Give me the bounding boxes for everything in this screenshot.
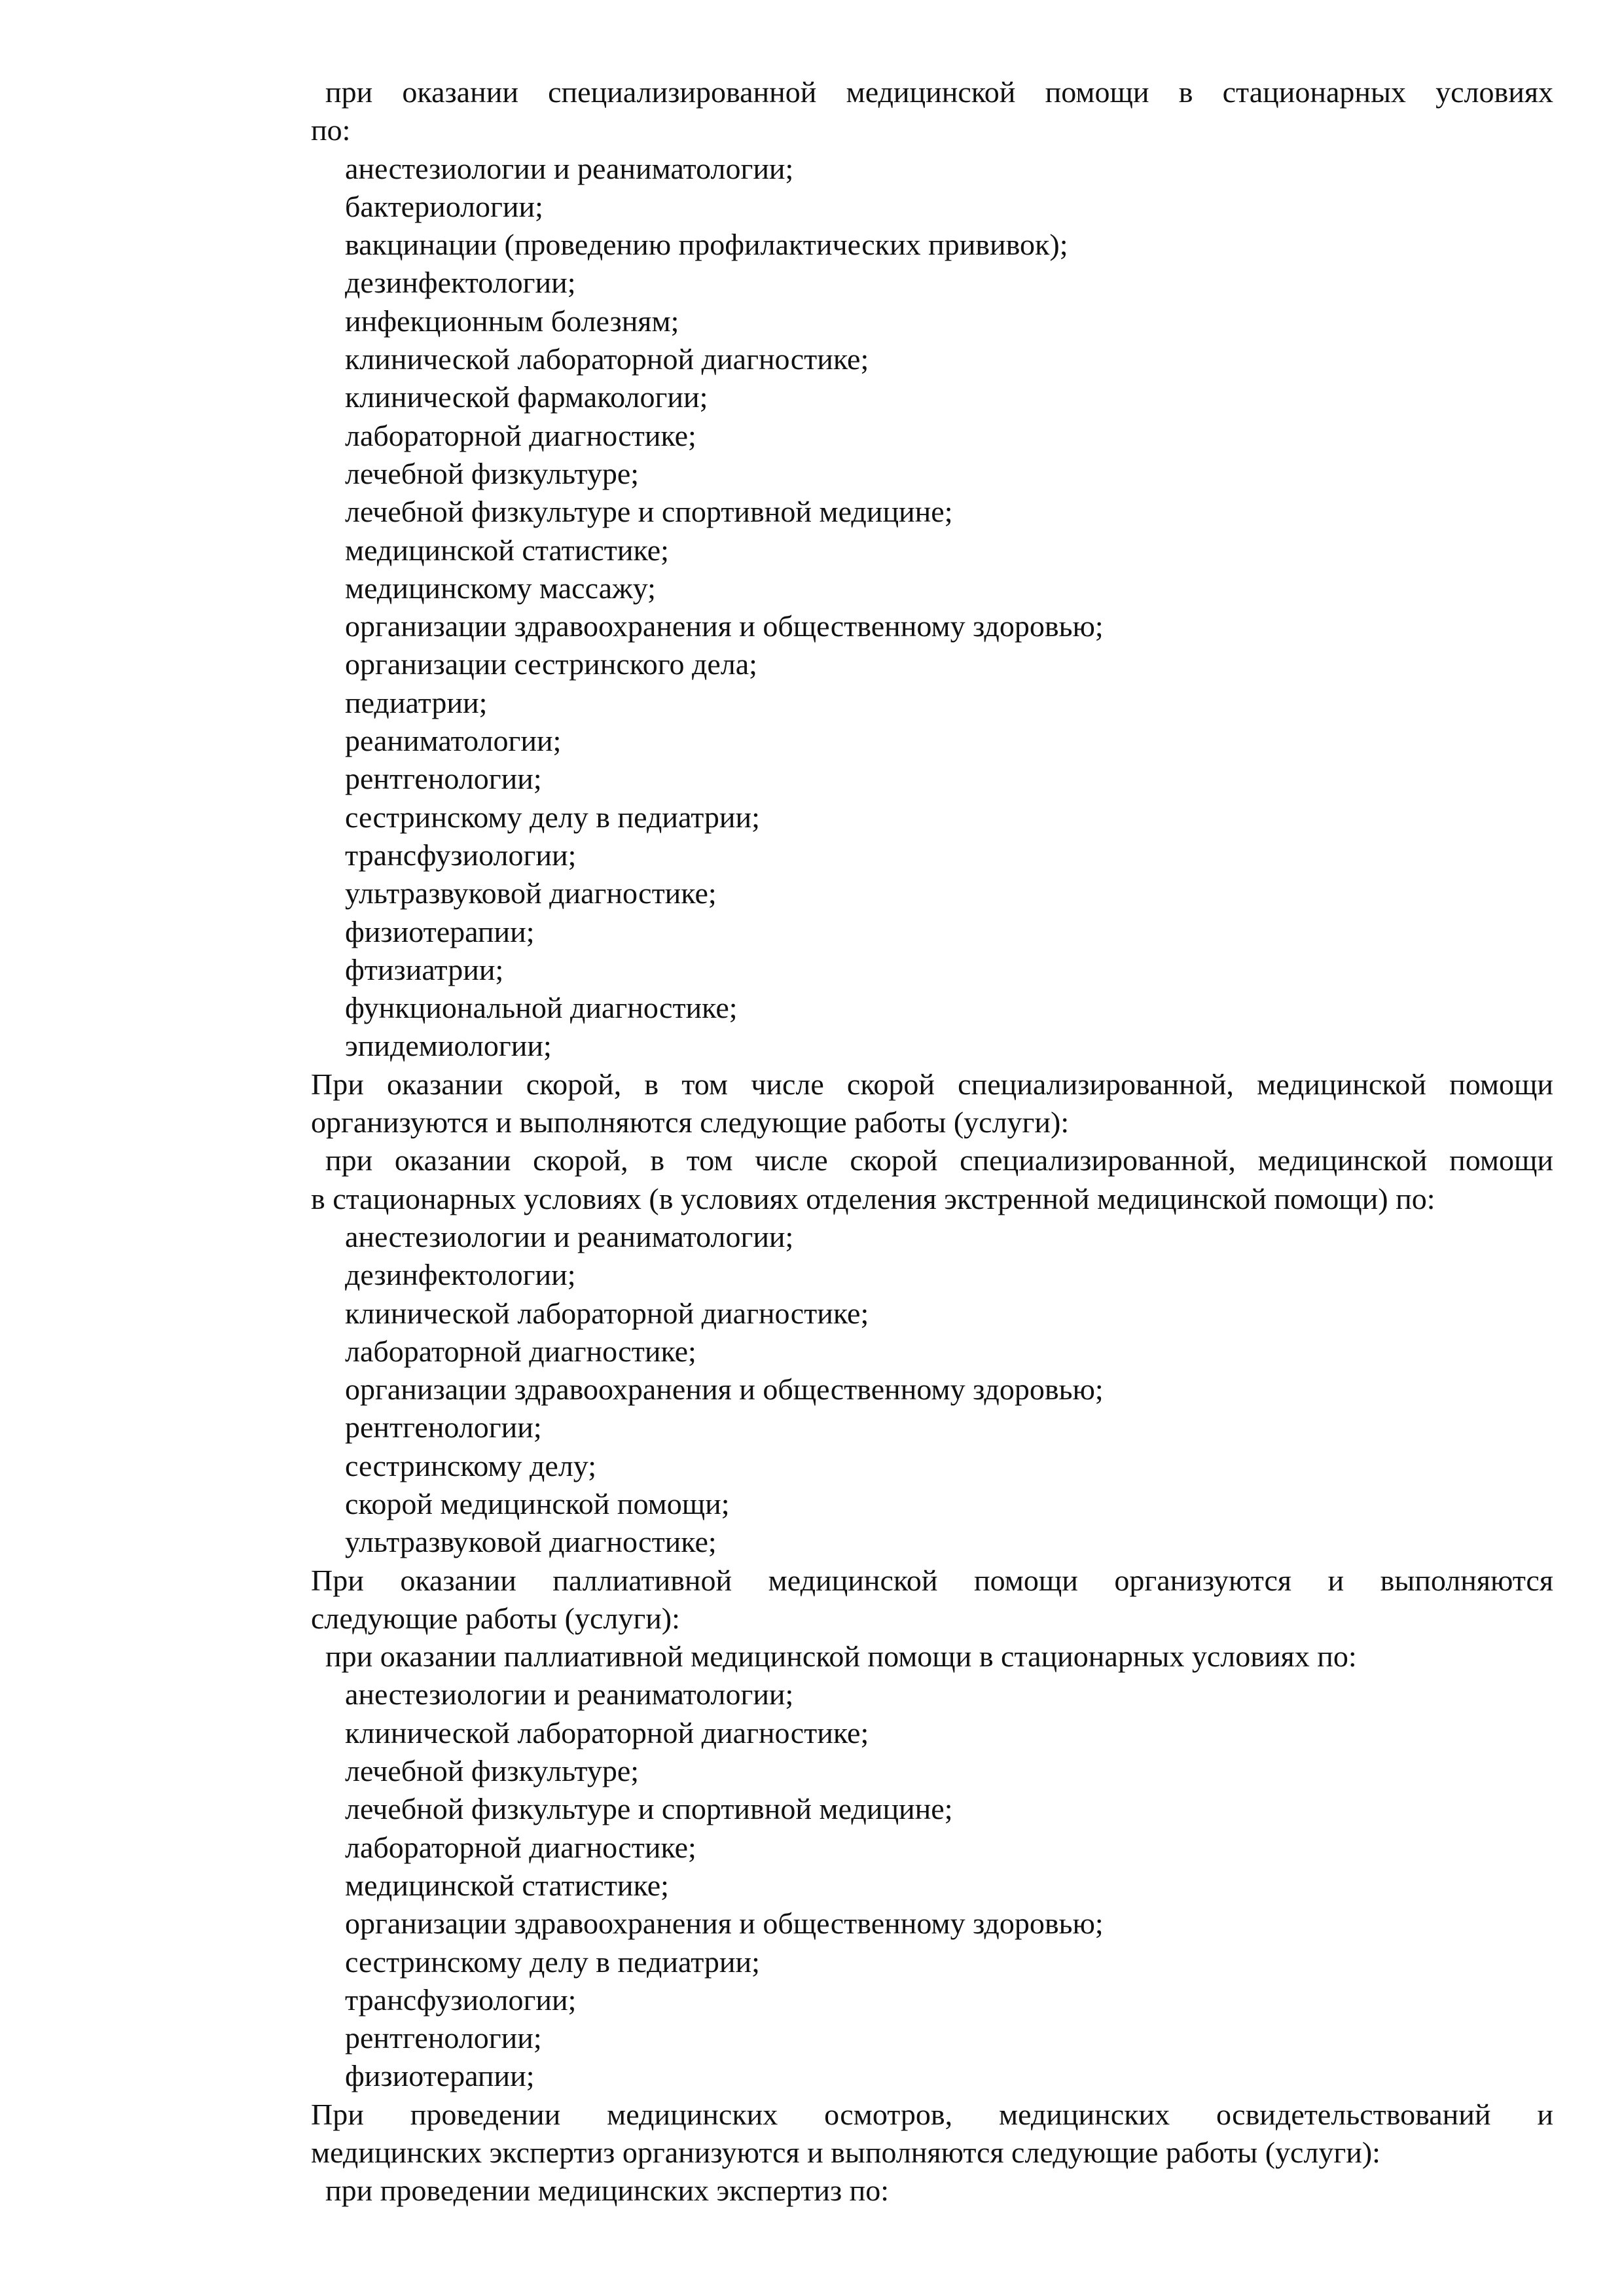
paragraph-line: в стационарных условиях (в условиях отделения экстренной медицинской помощи) по: bbox=[311, 1181, 1435, 1215]
list-item: скорой медицинской помощи; bbox=[345, 1486, 730, 1520]
list-item: организации здравоохранения и общественному здоровью; bbox=[345, 1907, 1104, 1941]
list-item: анестезиологии и реаниматологии; bbox=[345, 1677, 794, 1712]
list-item: рентгенологии; bbox=[345, 1410, 542, 1444]
list-item: дезинфектологии; bbox=[345, 266, 576, 300]
list-item: анестезиологии и реаниматологии; bbox=[345, 151, 794, 185]
list-item: дезинфектологии; bbox=[345, 1258, 576, 1292]
list-item: анестезиологии и реаниматологии; bbox=[345, 1219, 794, 1253]
list-item: бактериологии; bbox=[345, 189, 543, 223]
paragraph-line: организуются и выполняются следующие работы (услуги): bbox=[311, 1105, 1070, 1139]
paragraph-line: медицинских экспертиз организуются и выполняются следующие работы (услуги): bbox=[311, 2136, 1380, 2170]
list-item: трансфузиологии; bbox=[345, 1982, 577, 2017]
document-body bbox=[311, 73, 1553, 2210]
list-item: клинической фармакологии; bbox=[345, 380, 708, 414]
list-item: ультразвуковой диагностике; bbox=[345, 1525, 717, 1559]
list-item: фтизиатрии; bbox=[345, 952, 504, 986]
list-item: лечебной физкультуре и спортивной медицине; bbox=[345, 1792, 953, 1826]
paragraph-line: При проведении медицинских осмотров, медицинских освидетельствований и bbox=[311, 2097, 1553, 2131]
paragraph-line: при оказании специализированной медицинской помощи в стационарных условиях bbox=[325, 75, 1553, 109]
list-item: лечебной физкультуре; bbox=[345, 1754, 640, 1788]
paragraph-line: при оказании скорой, в том числе скорой специализированной, медицинской помощи bbox=[325, 1143, 1553, 1177]
list-item: рентгенологии; bbox=[345, 2021, 542, 2055]
list-item: вакцинации (проведению профилактических прививок); bbox=[345, 228, 1068, 262]
list-item: организации здравоохранения и общественному здоровью; bbox=[345, 609, 1104, 643]
list-item: педиатрии; bbox=[345, 685, 488, 719]
list-item: клинической лабораторной диагностике; bbox=[345, 342, 869, 376]
list-item: лечебной физкультуре; bbox=[345, 456, 640, 490]
list-item: рентгенологии; bbox=[345, 762, 542, 796]
list-item: клинической лабораторной диагностике; bbox=[345, 1296, 869, 1330]
list-item: клинической лабораторной диагностике; bbox=[345, 1715, 869, 1749]
paragraph-line: При оказании паллиативной медицинской помощи организуются и выполняются bbox=[311, 1563, 1553, 1597]
paragraph-line: При оказании скорой, в том числе скорой специализированной, медицинской помощи bbox=[311, 1067, 1553, 1101]
list-item: сестринскому делу; bbox=[345, 1448, 596, 1482]
paragraph-line: при оказании паллиативной медицинской помощи в стационарных условиях по: bbox=[325, 1640, 1357, 1674]
list-item: лечебной физкультуре и спортивной медицине; bbox=[345, 495, 953, 529]
paragraph-line: следующие работы (услуги): bbox=[311, 1601, 680, 1635]
list-item: физиотерапии; bbox=[345, 914, 535, 948]
list-item: медицинской статистике; bbox=[345, 1868, 669, 1902]
list-item: лабораторной диагностике; bbox=[345, 1334, 696, 1368]
list-item: организации здравоохранения и общественному здоровью; bbox=[345, 1372, 1104, 1407]
list-item: лабораторной диагностике; bbox=[345, 418, 696, 452]
list-item: медицинской статистике; bbox=[345, 533, 669, 567]
list-item: медицинскому массажу; bbox=[345, 571, 656, 605]
list-item: физиотерапии; bbox=[345, 2059, 535, 2093]
list-item: трансфузиологии; bbox=[345, 838, 577, 872]
list-item: эпидемиологии; bbox=[345, 1029, 552, 1063]
paragraph-line: при проведении медицинских экспертиз по: bbox=[325, 2174, 890, 2208]
list-item: реаниматологии; bbox=[345, 724, 562, 758]
list-item: ультразвуковой диагностике; bbox=[345, 876, 717, 910]
list-item: сестринскому делу в педиатрии; bbox=[345, 1945, 760, 1979]
list-item: лабораторной диагностике; bbox=[345, 1830, 696, 1864]
list-item: сестринскому делу в педиатрии; bbox=[345, 800, 760, 834]
paragraph-line: по: bbox=[311, 113, 351, 147]
list-item: организации сестринского дела; bbox=[345, 647, 757, 681]
list-item: функциональной диагностике; bbox=[345, 991, 738, 1025]
list-item: инфекционным болезням; bbox=[345, 304, 679, 338]
